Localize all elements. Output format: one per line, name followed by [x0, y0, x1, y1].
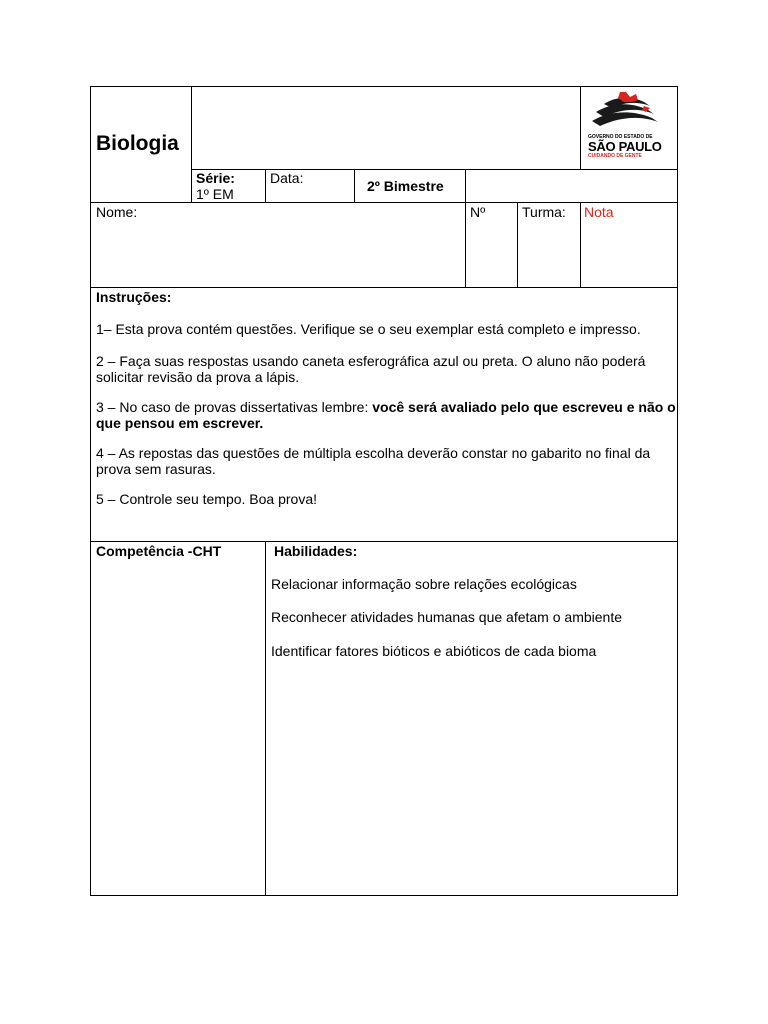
col-line-data — [354, 169, 355, 203]
col-line-numero — [465, 202, 466, 288]
habilidade-item-2: Reconhecer atividades humanas que afetam o ambiente — [271, 609, 622, 625]
instruction-item-2: 2 – Faça suas respostas usando caneta esferográfica azul ou preta. O aluno não poderá solicitar revisão da prova a lápis. — [96, 353, 646, 385]
border-left — [90, 86, 91, 896]
serie-label: Série: — [196, 170, 235, 186]
sao-paulo-government-logo — [586, 90, 674, 166]
row-line-instructions-bottom — [90, 541, 678, 542]
logo-line1: GOVERNO DO ESTADO DE — [588, 134, 653, 140]
instruction-item-3-bold: você será avaliado pelo que escreveu e não o que pensou em escrever. — [96, 399, 676, 431]
col-line-nota — [580, 202, 581, 288]
instructions-title: Instruções: — [96, 289, 172, 305]
serie-value: 1º EM — [196, 186, 234, 202]
turma-label: Turma: — [522, 204, 566, 220]
habilidade-item-1: Relacionar informação sobre relações ecológicas — [271, 576, 577, 592]
border-bottom — [90, 895, 678, 896]
col-line-bimestre — [465, 169, 466, 203]
col-line-serie — [265, 169, 266, 203]
instruction-item-1: 1– Esta prova contém questões. Verifique se o seu exemplar está completo e impresso. — [96, 321, 641, 337]
instruction-item-3 — [96, 399, 676, 431]
sao-paulo-flag-icon — [586, 90, 674, 134]
instruction-item-5: 5 – Controle seu tempo. Boa prova! — [96, 491, 318, 507]
logo-line2: SÃO PAULO — [588, 139, 662, 154]
col-line-competencia — [265, 541, 266, 896]
bimestre-label: 2º Bimestre — [367, 178, 444, 194]
instruction-item-4: 4 – As repostas das questões de múltipla escolha deverão constar no gabarito no final da prova sem rasuras. — [96, 445, 651, 477]
row-line-header-bottom — [90, 202, 678, 203]
numero-label: Nº — [470, 204, 486, 220]
col-line-logo — [580, 86, 581, 170]
competencia-label: Competência -CHT — [96, 543, 222, 559]
nota-label: Nota — [584, 204, 614, 220]
instruction-item-3-text: 3 – No caso de provas dissertativas lembre: — [96, 399, 373, 415]
nome-label: Nome: — [96, 204, 138, 220]
logo-line3: CUIDANDO DE GENTE — [588, 153, 642, 159]
habilidade-item-3: Identificar fatores bióticos e abióticos de cada bioma — [271, 643, 597, 659]
border-top — [90, 86, 678, 87]
col-line-turma — [517, 202, 518, 288]
subject-title: Biologia — [96, 132, 179, 155]
border-right — [677, 86, 678, 896]
col-line-subject — [191, 86, 192, 203]
data-label: Data: — [270, 170, 304, 186]
row-line-student-bottom — [90, 287, 678, 288]
habilidades-label: Habilidades: — [274, 543, 358, 559]
